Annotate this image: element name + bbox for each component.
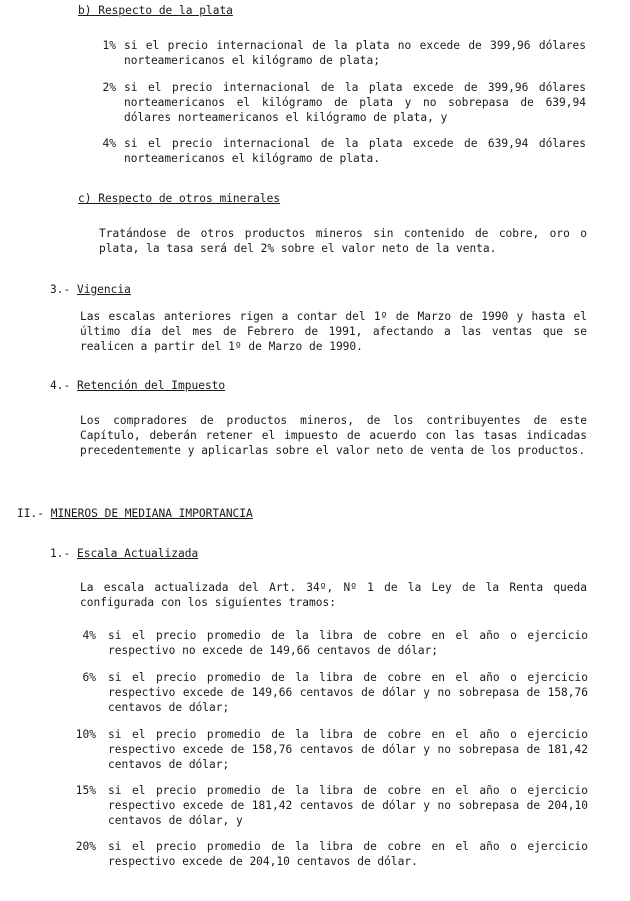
section-title: Vigencia (76, 283, 131, 296)
rate-percent: 20% (75, 840, 96, 853)
rate-percent: 4% (102, 137, 116, 150)
section-number: 1.- (50, 547, 71, 560)
section-title: Escala Actualizada (76, 547, 199, 560)
section-b-heading: b) Respecto de la plata (78, 4, 233, 17)
list-item (92, 136, 586, 166)
section-c-paragraph: Tratándose de otros productos mineros sin contenido de cobre, oro o plata, la tasa será del 2% sobre el valor neto de la venta. (99, 227, 587, 255)
rate-text: si el precio promedio de la libra de cobre en el año o ejercicio respectivo excede de 158,76 centavos de dólar y no sobrepasa de 181,42 centavos de dólar; (108, 728, 588, 771)
rate-percent: 10% (75, 728, 96, 741)
rate-text: si el precio internacional de la plata excede de 639,94 dólares norteamericanos el kilógramo de plata. (124, 137, 586, 165)
rate-text: si el precio promedio de la libra de cobre en el año o ejercicio respectivo no excede de 149,66 centavos de dólar; (108, 629, 588, 657)
list-item (72, 727, 588, 772)
rate-percent: 1% (102, 39, 116, 52)
section-number: 3.- (50, 283, 71, 296)
rate-text: si el precio promedio de la libra de cobre en el año o ejercicio respectivo excede de 181,42 centavos de dólar y no sobrepasa de 204,10 centavos de dólar, y (108, 784, 588, 827)
chapter-number: II.- (17, 507, 44, 520)
section-4-heading (50, 378, 225, 393)
rate-percent: 4% (82, 629, 96, 642)
rate-percent: 2% (102, 81, 116, 94)
chapter-ii-heading (17, 506, 253, 521)
section-3-paragraph: Las escalas anteriores rigen a contar del 1º de Marzo de 1990 y hasta el último día del mes de Febrero de 1991, afectando a las ventas que se realicen a partir del 1º de Marzo de 1990. (80, 310, 587, 353)
rate-percent: 6% (82, 671, 96, 684)
section-4-paragraph: Los compradores de productos mineros, de los contribuyentes de este Capítulo, deberán retener el impuesto de acuerdo con las tasas indicadas precedentemente y aplicarlas sobre el valor neto de venta de los productos. (80, 414, 587, 457)
list-item (72, 839, 588, 869)
section-ii-1-intro: La escala actualizada del Art. 34º, Nº 1 de la Ley de la Renta queda configurada con los siguientes tramos: (80, 581, 587, 609)
rate-text: si el precio internacional de la plata no excede de 399,96 dólares norteamericanos el kilógramo de plata; (124, 39, 586, 67)
rate-text: si el precio internacional de la plata excede de 399,96 dólares norteamericanos el kilógramo de plata y no sobrepasa de 639,94 dólares norteamericanos el kilógramo de plata, y (124, 81, 586, 124)
chapter-title: MINEROS DE MEDIANA IMPORTANCIA (50, 507, 253, 520)
list-item (72, 670, 588, 715)
section-number: 4.- (50, 379, 71, 392)
section-c-heading: c) Respecto de otros minerales (78, 192, 281, 205)
list-item (92, 80, 586, 125)
rate-percent: 15% (75, 784, 96, 797)
section-ii-1-heading (50, 546, 198, 561)
list-item (72, 783, 588, 828)
section-title: Retención del Impuesto (76, 379, 226, 392)
list-item (92, 38, 586, 68)
rate-text: si el precio promedio de la libra de cobre en el año o ejercicio respectivo excede de 149,66 centavos de dólar y no sobrepasa de 158,76 centavos de dólar; (108, 671, 588, 714)
list-item (72, 628, 588, 658)
section-3-heading (50, 282, 131, 297)
rate-text: si el precio promedio de la libra de cobre en el año o ejercicio respectivo excede de 204,10 centavos de dólar. (108, 840, 588, 868)
